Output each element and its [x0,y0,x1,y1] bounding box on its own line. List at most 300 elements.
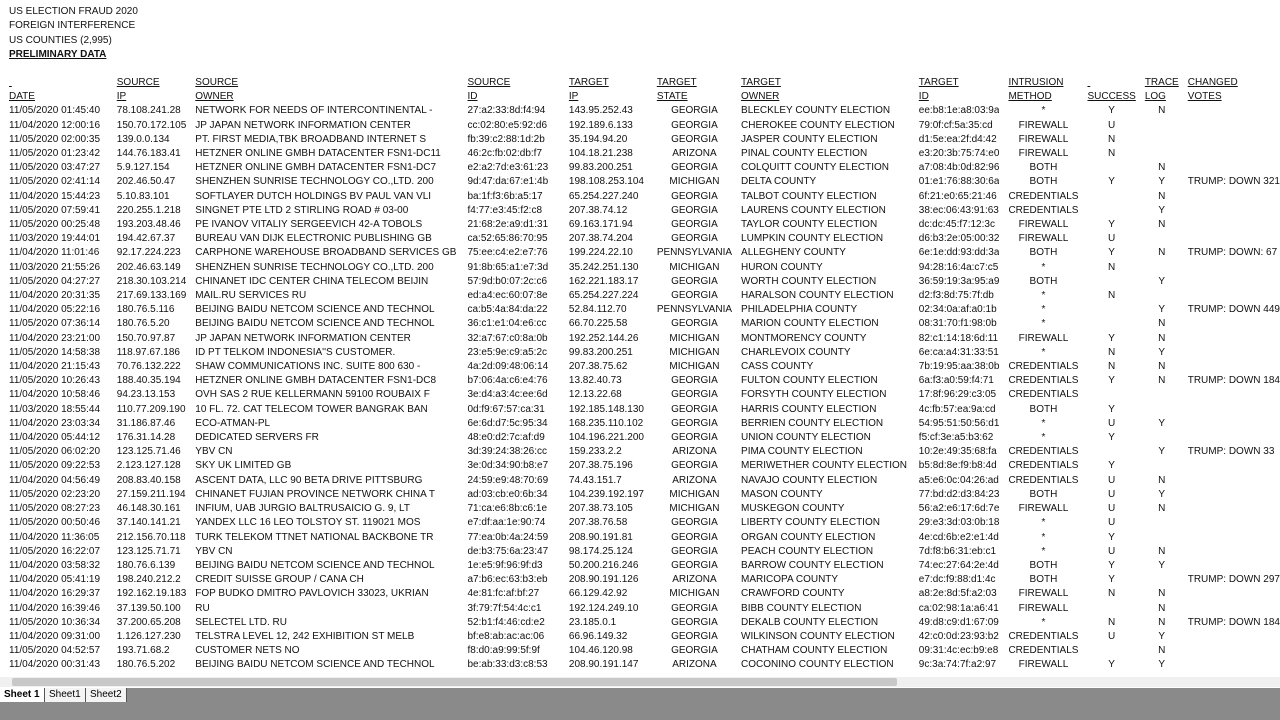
cell-source-ip[interactable]: 31.186.87.46 [116,417,176,429]
cell-changed-votes[interactable] [1179,502,1280,516]
cell-source-ip[interactable]: 194.42.67.37 [116,233,176,245]
cell-target-ip[interactable]: 199.224.22.10 [568,247,633,259]
cell-target-state[interactable]: GEORGIA [671,204,718,216]
cell-source-owner[interactable]: JP JAPAN NETWORK INFORMATION CENTER [195,332,411,344]
cell-target-id[interactable]: 01:e1:76:88:30:6a [918,176,1000,188]
cell-success[interactable]: Y [1108,559,1115,571]
cell-date[interactable]: 11/05/2020 10:36:34 [9,616,101,628]
cell-success[interactable]: N [1108,361,1116,373]
cell-trace-log[interactable]: N [1158,190,1166,202]
cell-source-ip[interactable]: 5.10.83.101 [116,190,170,202]
cell-intrusion-method[interactable]: CREDENTIALS [1008,630,1079,642]
cell-target-owner[interactable]: UNION COUNTY ELECTION [741,432,871,444]
cell-target-ip[interactable]: 52.84.112.70 [568,304,627,316]
cell-source-owner[interactable]: HETZNER ONLINE GMBH DATACENTER FSN1-DC7 [195,162,437,174]
cell-source-owner[interactable]: ID PT TELKOM INDONESIA''S CUSTOMER. [195,346,396,358]
cell-target-id[interactable]: 82:c1:14:18:6d:11 [918,332,999,344]
cell-success[interactable]: Y [1108,247,1115,259]
cell-source-ip[interactable]: 180.76.6.139 [116,559,176,571]
cell-trace-log[interactable]: N [1158,588,1166,600]
cell-source-owner[interactable]: SHAW COMMUNICATIONS INC. SUITE 800 630 - [195,361,421,373]
cell-intrusion-method[interactable]: FIREWALL [1018,332,1069,344]
cell-source-owner[interactable]: 10 FL. 72. CAT TELECOM TOWER BANGRAK BAN [195,403,428,415]
cell-target-state[interactable]: MICHIGAN [669,361,720,373]
cell-target-owner[interactable]: CRAWFORD COUNTY [741,588,845,600]
cell-date[interactable]: 11/03/2020 19:44:01 [9,233,101,245]
cell-source-ip[interactable]: 218.30.103.214 [116,275,187,287]
cell-target-state[interactable]: GEORGIA [671,559,718,571]
cell-changed-votes[interactable] [1179,587,1280,601]
cell-target-state[interactable]: GEORGIA [671,275,718,287]
cell-target-ip[interactable]: 65.254.227.224 [568,290,639,302]
cell-target-id[interactable]: a5:e6:0c:04:26:ad [918,474,999,486]
cell-target-owner[interactable]: PEACH COUNTY ELECTION [741,545,874,557]
cell-date[interactable]: 11/04/2020 16:39:46 [9,602,101,614]
cell-success[interactable]: Y [1108,176,1115,188]
cell-intrusion-method[interactable]: * [1041,304,1046,316]
cell-target-ip[interactable]: 104.239.192.197 [568,488,644,500]
cell-success[interactable] [1078,190,1135,204]
cell-source-ip[interactable]: 37.139.50.100 [116,602,181,614]
cell-source-id[interactable]: ad:03:cb:e0:6b:34 [467,488,548,500]
cell-source-owner[interactable]: SHENZHEN SUNRISE TECHNOLOGY CO.,LTD. 200 [195,261,434,273]
cell-target-state[interactable]: MICHIGAN [669,261,720,273]
cell-target-state[interactable]: GEORGIA [671,417,718,429]
cell-source-ip[interactable]: 2.123.127.128 [116,460,181,472]
cell-target-ip[interactable]: 98.174.25.124 [568,545,633,557]
cell-source-id[interactable]: b7:06:4a:c6:e4:76 [467,375,548,387]
cell-source-ip[interactable]: 123.125.71.71 [116,545,181,557]
cell-success[interactable]: U [1108,517,1116,529]
cell-target-state[interactable]: MICHIGAN [669,332,720,344]
cell-target-id[interactable]: d6:b3:2e:05:00:32 [918,233,1000,245]
cell-target-state[interactable]: GEORGIA [671,403,718,415]
cell-source-ip[interactable]: 1.126.127.230 [116,630,181,642]
cell-target-owner[interactable]: ALLEGHENY COUNTY [741,247,846,259]
cell-success[interactable]: Y [1108,432,1115,444]
cell-target-ip[interactable]: 12.13.22.68 [568,389,622,401]
cell-target-id[interactable]: 6e:1e:dd:93:dd:3a [918,247,1000,259]
cell-target-state[interactable]: GEORGIA [671,190,718,202]
cell-trace-log[interactable]: Y [1158,630,1166,642]
cell-date[interactable]: 11/05/2020 08:27:23 [9,503,101,515]
cell-target-ip[interactable]: 74.43.151.7 [568,474,622,486]
cell-source-ip[interactable]: 150.70.97.87 [116,332,176,344]
cell-source-ip[interactable]: 192.162.19.183 [116,588,187,600]
cell-source-id[interactable]: ed:a4:ec:60:07:8e [467,290,548,302]
cell-target-state[interactable]: GEORGIA [671,119,718,131]
cell-date[interactable]: 11/04/2020 05:41:19 [9,574,101,586]
cell-source-id[interactable]: e7:df:aa:1e:90:74 [467,517,546,529]
cell-target-ip[interactable]: 208.90.191.147 [568,659,639,671]
cell-target-ip[interactable]: 23.185.0.1 [568,616,617,628]
cell-target-id[interactable]: e3:20:3b:75:74:e0 [918,148,1000,160]
scrollbar-thumb[interactable] [12,678,897,686]
cell-source-owner[interactable]: HETZNER ONLINE GMBH DATACENTER FSN1-DC8 [195,375,437,387]
cell-target-state[interactable]: MICHIGAN [669,503,720,515]
cell-target-owner[interactable]: DEKALB COUNTY ELECTION [741,616,879,628]
cell-changed-votes[interactable]: TRUMP: DOWN 184 [1187,616,1280,628]
cell-source-id[interactable]: de:b3:75:6a:23:47 [467,545,549,557]
cell-success[interactable] [1078,388,1135,402]
cell-changed-votes[interactable] [1179,516,1280,530]
cell-target-owner[interactable]: WILKINSON COUNTY ELECTION [741,630,895,642]
cell-source-owner[interactable]: ASCENT DATA, LLC 90 BETA DRIVE PITTSBURG [195,474,423,486]
cell-date[interactable]: 11/04/2020 05:44:12 [9,432,101,444]
cell-target-owner[interactable]: BLECKLEY COUNTY ELECTION [741,105,891,117]
cell-source-owner[interactable]: SELECTEL LTD. RU [195,616,287,628]
cell-target-state[interactable]: PENNSYLVANIA [656,247,733,259]
cell-target-owner[interactable]: MARION COUNTY ELECTION [741,318,879,330]
cell-source-id[interactable]: ca:b5:4a:84:da:22 [467,304,548,316]
cell-source-owner[interactable]: PE IVANOV VITALIY SERGEEVICH 42-A TOBOLS [195,219,423,231]
cell-source-owner[interactable]: BEIJING BAIDU NETCOM SCIENCE AND TECHNOL [195,318,435,330]
cell-intrusion-method[interactable]: FIREWALL [1018,588,1069,600]
cell-source-id[interactable]: 57:9d:b0:07:2c:c6 [467,275,548,287]
cell-target-owner[interactable]: MASON COUNTY [741,488,823,500]
cell-trace-log[interactable]: N [1158,162,1166,174]
cell-target-state[interactable]: GEORGIA [671,290,718,302]
cell-target-state[interactable]: GEORGIA [671,531,718,543]
cell-target-owner[interactable]: NAVAJO COUNTY ELECTION [741,474,878,486]
cell-trace-log[interactable] [1136,388,1179,402]
cell-changed-votes[interactable] [1179,332,1280,346]
cell-source-ip[interactable]: 180.76.5.202 [116,659,176,671]
cell-intrusion-method[interactable]: CREDENTIALS [1008,460,1079,472]
cell-source-id[interactable]: a7:b6:ec:63:b3:eb [467,574,548,586]
cell-source-ip[interactable]: 193.203.48.46 [116,219,181,231]
cell-intrusion-method[interactable]: BOTH [1029,403,1058,415]
cell-changed-votes[interactable]: TRUMP: DOWN: 67 [1187,247,1278,259]
cell-source-ip[interactable]: 193.71.68.2 [116,645,170,657]
cell-intrusion-method[interactable]: FIREWALL [1018,233,1069,245]
cell-source-ip[interactable]: 139.0.0.134 [116,133,170,145]
cell-success[interactable]: N [1108,588,1116,600]
cell-date[interactable]: 11/05/2020 14:58:38 [9,346,101,358]
cell-target-state[interactable]: ARIZONA [672,148,717,160]
cell-source-owner[interactable]: CHINANET IDC CENTER CHINA TELECOM BEIJIN [195,275,429,287]
cell-changed-votes[interactable] [1179,147,1280,161]
cell-target-ip[interactable]: 104.46.120.98 [568,645,633,657]
cell-success[interactable]: U [1108,630,1116,642]
cell-intrusion-method[interactable]: CREDENTIALS [1008,389,1079,401]
cell-trace-log[interactable]: N [1158,332,1166,344]
cell-trace-log[interactable]: Y [1158,304,1166,316]
cell-success[interactable]: N [1108,148,1116,160]
cell-intrusion-method[interactable]: CREDENTIALS [1008,190,1079,202]
cell-trace-log[interactable]: Y [1158,417,1166,429]
tab-sheet-1[interactable]: Sheet 1 [0,688,45,702]
cell-source-owner[interactable]: YBV CN [195,545,233,557]
cell-changed-votes[interactable] [1179,232,1280,246]
cell-target-id[interactable]: 17:8f:96:29:c3:05 [918,389,997,401]
cell-target-owner[interactable]: MONTMORENCY COUNTY [741,332,867,344]
cell-target-id[interactable]: 6f:21:e0:65:21:46 [918,190,997,202]
cell-source-ip[interactable]: 176.31.14.28 [116,432,176,444]
cell-target-state[interactable]: GEORGIA [671,375,718,387]
cell-trace-log[interactable]: N [1158,545,1166,557]
cell-source-owner[interactable]: DEDICATED SERVERS FR [195,432,319,444]
cell-source-id[interactable]: 23:e5:9e:c9:a5:2c [467,346,548,358]
cell-source-id[interactable]: 52:b1:f4:46:cd:e2 [467,616,545,628]
cell-intrusion-method[interactable]: * [1041,346,1046,358]
cell-source-id[interactable]: 24:59:e9:48:70:69 [467,474,549,486]
cell-source-id[interactable]: ba:1f:f3:6b:a5:17 [467,190,543,202]
cell-target-owner[interactable]: CHEROKEE COUNTY ELECTION [741,119,895,131]
cell-target-id[interactable]: d2:f3:8d:75:7f:db [918,290,994,302]
cell-target-owner[interactable]: LAURENS COUNTY ELECTION [741,204,886,216]
cell-trace-log[interactable]: Y [1158,176,1166,188]
cell-trace-log[interactable]: Y [1158,204,1166,216]
cell-target-ip[interactable]: 192.185.148.130 [568,403,644,415]
cell-source-owner[interactable]: JP JAPAN NETWORK INFORMATION CENTER [195,119,411,131]
cell-target-owner[interactable]: WORTH COUNTY ELECTION [741,275,877,287]
cell-success[interactable] [1078,602,1135,616]
cell-target-ip[interactable]: 104.18.21.238 [568,148,633,160]
cell-date[interactable]: 11/05/2020 16:22:07 [9,545,101,557]
cell-trace-log[interactable] [1136,261,1179,275]
cell-trace-log[interactable]: Y [1158,659,1166,671]
cell-target-owner[interactable]: HURON COUNTY [741,261,823,273]
cell-success[interactable] [1078,644,1135,658]
cell-source-ip[interactable]: 180.76.5.116 [116,304,175,316]
cell-target-state[interactable]: MICHIGAN [669,176,720,188]
cell-target-state[interactable]: GEORGIA [671,616,718,628]
cell-source-owner[interactable]: RU [195,602,210,614]
cell-source-ip[interactable]: 110.77.209.190 [116,403,186,415]
cell-target-id[interactable]: 09:31:4c:ec:b9:e8 [918,645,999,657]
cell-changed-votes[interactable]: TRUMP: DOWN 33 [1187,446,1275,458]
cell-target-id[interactable]: 9c:3a:74:7f:a2:97 [918,659,997,671]
cell-source-owner[interactable]: INFIUM, UAB JURGIO BALTRUSAICIO G. 9, LT [195,503,410,515]
cell-success[interactable]: Y [1108,105,1115,117]
cell-success[interactable]: U [1108,503,1116,515]
cell-target-ip[interactable]: 207.38.74.12 [568,204,628,216]
cell-target-ip[interactable]: 143.95.252.43 [568,105,633,117]
cell-changed-votes[interactable] [1179,104,1280,118]
cell-source-id[interactable]: 32:a7:67:c0:8a:0b [467,332,548,344]
cell-target-owner[interactable]: TALBOT COUNTY ELECTION [741,190,877,202]
cell-source-id[interactable]: 3e:0d:34:90:b8:e7 [467,460,549,472]
cell-target-id[interactable]: b5:8d:8e:f9:b8:4d [918,460,997,472]
cell-changed-votes[interactable] [1179,630,1280,644]
cell-target-id[interactable]: d1:5e:ea:2f:d4:42 [918,133,997,145]
cell-target-ip[interactable]: 168.235.110.102 [568,417,644,429]
cell-source-id[interactable]: f4:77:e3:45:f2:c8 [467,204,543,216]
cell-source-id[interactable]: e2:a2:7d:e3:61:23 [467,162,549,174]
cell-source-id[interactable]: 6e:6d:d7:5c:95:34 [467,417,548,429]
cell-target-owner[interactable]: JASPER COUNTY ELECTION [741,133,878,145]
cell-source-id[interactable]: 3d:39:24:38:26:cc [467,446,548,458]
cell-trace-log[interactable]: N [1158,602,1166,614]
cell-source-ip[interactable]: 202.46.50.47 [116,176,176,188]
cell-intrusion-method[interactable]: BOTH [1029,574,1058,586]
cell-source-id[interactable]: bf:e8:ab:ac:ac:06 [467,630,545,642]
cell-target-id[interactable]: 42:c0:0d:23:93:b2 [918,630,999,642]
cell-source-id[interactable]: 3f:79:7f:54:4c:c1 [467,602,542,614]
cell-changed-votes[interactable] [1179,602,1280,616]
cell-source-id[interactable]: 71:ca:e6:8b:c6:1e [467,503,548,515]
cell-source-id[interactable]: 46:2c:fb:02:db:f7 [467,148,543,160]
cell-changed-votes[interactable] [1179,545,1280,559]
cell-target-owner[interactable]: PINAL COUNTY ELECTION [741,148,868,160]
cell-source-owner[interactable]: CARPHONE WAREHOUSE BROADBAND SERVICES GB [195,247,457,259]
cell-target-state[interactable]: GEORGIA [671,133,718,145]
cell-intrusion-method[interactable]: * [1041,531,1046,543]
cell-target-state[interactable]: GEORGIA [671,460,718,472]
cell-target-ip[interactable]: 207.38.75.196 [568,460,633,472]
cell-intrusion-method[interactable]: FIREWALL [1018,503,1069,515]
cell-intrusion-method[interactable]: FIREWALL [1018,148,1069,160]
cell-target-ip[interactable]: 35.242.251.130 [568,261,639,273]
cell-source-owner[interactable]: OVH SAS 2 RUE KELLERMANN 59100 ROUBAIX F [195,389,430,401]
cell-target-state[interactable]: GEORGIA [671,630,718,642]
cell-date[interactable]: 11/04/2020 15:44:23 [9,190,101,202]
cell-success[interactable]: Y [1108,659,1115,671]
cell-source-id[interactable]: 36:c1:e1:04:e6:cc [467,318,547,330]
cell-trace-log[interactable] [1136,147,1179,161]
cell-target-ip[interactable]: 66.96.149.32 [568,630,628,642]
cell-source-owner[interactable]: BEIJING BAIDU NETCOM SCIENCE AND TECHNOL [195,659,435,671]
cell-source-owner[interactable]: BEIJING BAIDU NETCOM SCIENCE AND TECHNOL [195,559,435,571]
cell-intrusion-method[interactable]: CREDENTIALS [1008,446,1079,458]
cell-target-owner[interactable]: MERIWETHER COUNTY ELECTION [741,460,907,472]
cell-date[interactable]: 11/03/2020 21:55:26 [9,261,101,273]
cell-source-owner[interactable]: BEIJING BAIDU NETCOM SCIENCE AND TECHNOL [195,304,435,316]
cell-target-owner[interactable]: HARRIS COUNTY ELECTION [741,403,877,415]
cell-intrusion-method[interactable]: * [1041,105,1046,117]
cell-source-ip[interactable]: 92.17.224.223 [116,247,181,259]
cell-date[interactable]: 11/04/2020 04:56:49 [9,474,101,486]
cell-source-id[interactable]: 3e:d4:a3:4c:ee:6d [467,389,548,401]
cell-target-ip[interactable]: 192.124.249.10 [568,602,639,614]
cell-intrusion-method[interactable]: * [1041,545,1046,557]
cell-target-state[interactable]: GEORGIA [671,219,718,231]
cell-trace-log[interactable] [1136,403,1179,417]
cell-target-state[interactable]: GEORGIA [671,233,718,245]
cell-trace-log[interactable]: N [1158,219,1166,231]
cell-source-ip[interactable]: 37.200.65.208 [116,616,181,628]
cell-trace-log[interactable]: N [1158,105,1166,117]
cell-success[interactable] [1078,303,1135,317]
cell-target-id[interactable]: 54:95:51:50:56:d1 [918,417,1000,429]
cell-intrusion-method[interactable]: FIREWALL [1018,602,1069,614]
cell-changed-votes[interactable] [1179,133,1280,147]
cell-intrusion-method[interactable]: BOTH [1029,559,1058,571]
cell-changed-votes[interactable] [1179,488,1280,502]
cell-target-owner[interactable]: HARALSON COUNTY ELECTION [741,290,894,302]
cell-trace-log[interactable] [1136,232,1179,246]
cell-trace-log[interactable] [1136,516,1179,530]
cell-intrusion-method[interactable]: * [1041,318,1046,330]
cell-success[interactable]: Y [1108,375,1115,387]
cell-source-owner[interactable]: MAIL.RU SERVICES RU [195,290,307,302]
cell-trace-log[interactable]: Y [1158,446,1166,458]
cell-changed-votes[interactable] [1179,190,1280,204]
cell-date[interactable]: 11/04/2020 03:58:32 [9,559,101,571]
cell-target-ip[interactable]: 104.196.221.200 [568,432,644,444]
cell-intrusion-method[interactable]: CREDENTIALS [1008,474,1079,486]
cell-source-owner[interactable]: ECO-ATMAN-PL [195,417,271,429]
cell-intrusion-method[interactable]: FIREWALL [1018,659,1069,671]
cell-source-owner[interactable]: NETWORK FOR NEEDS OF INTERCONTINENTAL - [195,105,433,117]
cell-source-ip[interactable]: 180.76.5.20 [116,318,170,330]
cell-source-owner[interactable]: CUSTOMER NETS NO [195,645,300,657]
cell-trace-log[interactable]: Y [1158,559,1166,571]
cell-changed-votes[interactable] [1179,559,1280,573]
cell-date[interactable]: 11/04/2020 00:31:43 [9,659,101,671]
cell-changed-votes[interactable] [1179,261,1280,275]
cell-source-owner[interactable]: TELSTRA LEVEL 12, 242 EXHIBITION ST MELB [195,630,415,642]
cell-trace-log[interactable] [1136,573,1179,587]
cell-trace-log[interactable] [1136,289,1179,303]
cell-intrusion-method[interactable]: * [1041,261,1046,273]
cell-intrusion-method[interactable]: CREDENTIALS [1008,645,1079,657]
cell-target-id[interactable]: 74:ec:27:64:2e:4d [918,559,999,571]
cell-source-ip[interactable]: 220.255.1.218 [116,204,181,216]
cell-target-owner[interactable]: TAYLOR COUNTY ELECTION [741,219,878,231]
cell-target-state[interactable]: GEORGIA [671,318,718,330]
cell-source-id[interactable]: be:ab:33:d3:c8:53 [467,659,548,671]
cell-target-id[interactable]: 02:34:0a:af:a0:1b [918,304,997,316]
cell-date[interactable]: 11/04/2020 23:03:34 [9,417,101,429]
tab-sheet1[interactable]: Sheet1 [45,688,86,702]
cell-target-id[interactable]: a8:2e:8d:5f:a2:03 [918,588,997,600]
cell-trace-log[interactable]: N [1158,375,1166,387]
cell-success[interactable]: U [1108,474,1116,486]
cell-source-ip[interactable]: 123.125.71.46 [116,446,181,458]
cell-trace-log[interactable]: N [1158,474,1166,486]
cell-target-ip[interactable]: 192.252.144.26 [568,332,639,344]
cell-source-owner[interactable]: SINGNET PTE LTD 2 STIRLING ROAD # 03-00 [195,204,409,216]
cell-success[interactable]: N [1108,346,1116,358]
cell-date[interactable]: 11/05/2020 02:00:35 [9,133,101,145]
cell-source-ip[interactable]: 46.148.30.161 [116,503,181,515]
cell-trace-log[interactable] [1136,531,1179,545]
cell-target-id[interactable]: 6a:f3:a0:59:f4:71 [918,375,994,387]
cell-success[interactable] [1078,445,1135,459]
cell-target-state[interactable]: GEORGIA [671,602,718,614]
cell-source-ip[interactable]: 27.159.211.194 [116,488,186,500]
cell-target-state[interactable]: MICHIGAN [669,588,720,600]
cell-target-owner[interactable]: MUSKEGON COUNTY [741,503,845,515]
cell-target-state[interactable]: ARIZONA [672,574,717,586]
cell-source-owner[interactable]: BUREAU VAN DIJK ELECTRONIC PUBLISHING GB [195,233,432,245]
cell-date[interactable]: 11/04/2020 23:21:00 [9,332,101,344]
cell-source-id[interactable]: 0d:f9:67:57:ca:31 [467,403,545,415]
cell-intrusion-method[interactable]: BOTH [1029,162,1058,174]
cell-target-id[interactable]: 7d:f8:b6:31:eb:c1 [918,545,997,557]
cell-target-id[interactable]: f5:cf:3e:a5:b3:62 [918,432,994,444]
cell-source-owner[interactable]: YANDEX LLC 16 LEO TOLSTOY ST. 119021 MOS [195,517,421,529]
cell-date[interactable]: 11/05/2020 04:27:27 [9,275,101,287]
cell-target-owner[interactable]: CHARLEVOIX COUNTY [741,346,851,358]
cell-target-state[interactable]: MICHIGAN [669,488,720,500]
cell-intrusion-method[interactable]: FIREWALL [1018,219,1069,231]
cell-changed-votes[interactable]: TRUMP: DOWN 321 [1187,176,1280,188]
cell-success[interactable] [1078,275,1135,289]
cell-date[interactable]: 11/04/2020 11:36:05 [9,531,100,543]
cell-intrusion-method[interactable]: * [1041,517,1046,529]
cell-changed-votes[interactable] [1179,474,1280,488]
cell-date[interactable]: 11/04/2020 05:22:16 [9,304,101,316]
cell-success[interactable]: Y [1108,574,1115,586]
cell-date[interactable]: 11/04/2020 11:01:46 [9,247,100,259]
cell-source-id[interactable]: cc:02:80:e5:92:d6 [467,119,548,131]
cell-source-ip[interactable]: 217.69.133.169 [116,290,187,302]
cell-intrusion-method[interactable]: BOTH [1029,247,1058,259]
cell-target-id[interactable]: 56:a2:e6:17:6d:7e [918,503,1000,515]
